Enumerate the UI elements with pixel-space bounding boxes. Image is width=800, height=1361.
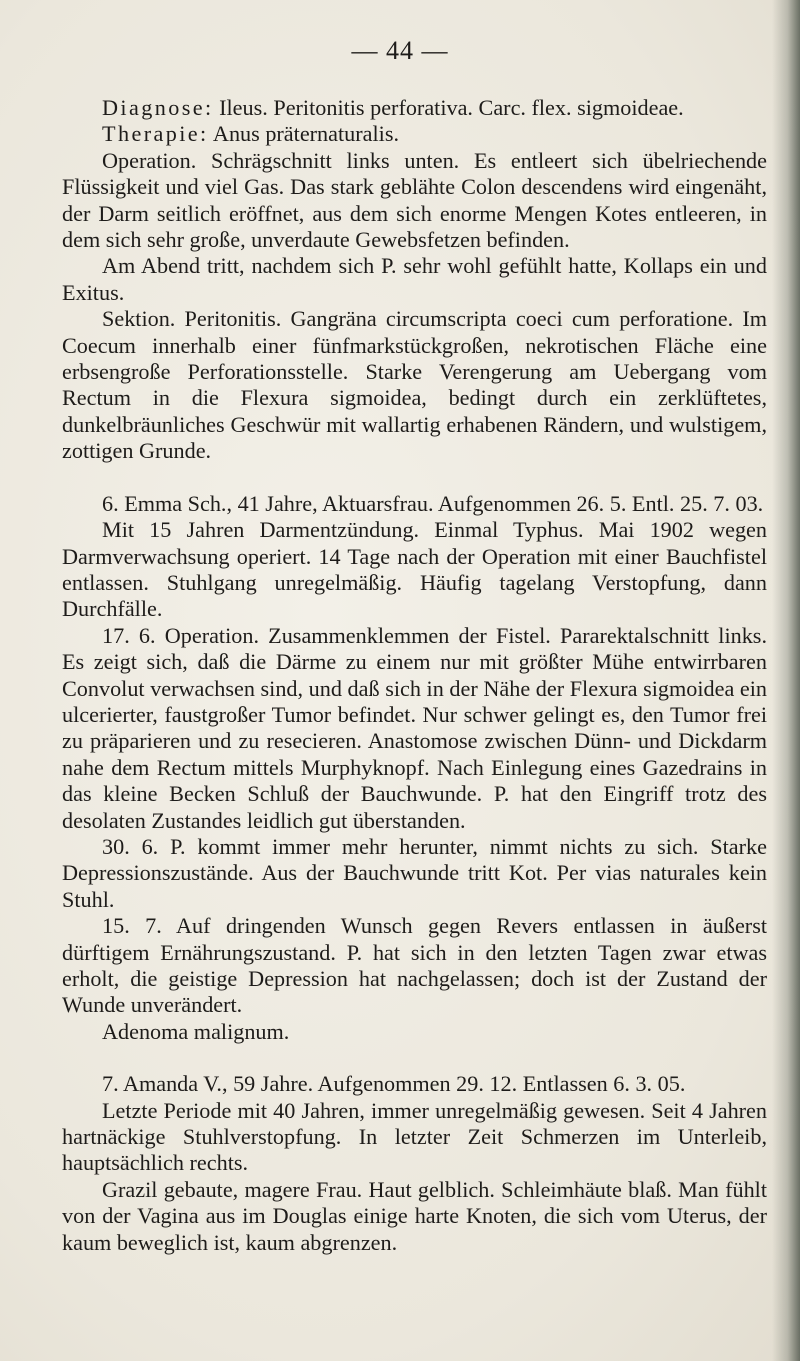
page-edge-shadow (772, 0, 800, 1361)
paragraph-case-6-course: 30. 6. P. kommt immer mehr herunter, nimmt nichts zu sich. Starke Depressionszustände. Aus der Bauchwunde tritt Kot. Per vias naturales kein Stuhl. (62, 833, 767, 912)
paragraph-exitus: Am Abend tritt, nachdem sich P. sehr wohl gefühlt hatte, Kollaps ein und Exitus. (62, 253, 767, 305)
body-text (62, 95, 767, 1256)
paragraph-case-6-operation: 17. 6. Operation. Zusammenklemmen der Fistel. Pararektalschnitt links. Es zeigt sich, daß die Därme zu einem nur mit größter Mühe entwirrbaren Convolut verwachsen sind, und daß sich in der Nähe der Flexura sigmoidea ein ulcerierter, faustgroßer Tumor befindet. Nur schwer gelingt es, den Tumor frei zu präparieren und zu resecieren. Anastomose zwischen Dünn- und Dickdarm nahe dem Rectum mittels Murphyknopf. Nach Einlegung eines Gazedrains in das kleine Becken Schluß der Bauchwunde. P. hat den Eingriff trotz des desolaten Zustandes leidlich gut überstanden. (62, 622, 767, 833)
paragraph-case-6-discharge: 15. 7. Auf dringenden Wunsch gegen Revers entlassen in äußerst dürftigem Ernährungszustand. P. hat sich in den letzten Tagen zwar etwas erholt, die geistige Depression hat nachgelassen; doch ist der Zustand der Wunde unverändert. (62, 913, 767, 1018)
label-therapie: Therapie: (102, 121, 209, 147)
text-therapie: Anus präternaturalis. (208, 121, 400, 147)
paragraph-case-7-history: Letzte Periode mit 40 Jahren, immer unregelmäßig gewesen. Seit 4 Jahren hartnäckige Stuhlverstopfung. In letzter Zeit Schmerzen im Unterleib, hauptsächlich rechts. (62, 1097, 767, 1176)
paragraph-diagnose (62, 95, 767, 121)
label-diagnose: Diagnose: (102, 95, 214, 120)
page-number: — 44 — (351, 36, 449, 65)
paragraph-sektion: Sektion. Peritonitis. Gangräna circumscripta coeci cum perforatione. Im Coecum innerhalb einer fünfmarkstückgroßen, nekrotischen Fläche eine erbsengroße Perforationsstelle. Starke Verengerung am Uebergang vom Rectum in die Flexura sigmoidea, bedingt durch ein zerklüftetes, dunkelbräunliches Geschwür mit wallartig erhabenen Rändern, und wulstigem, zottigen Grunde. (62, 306, 767, 464)
paragraph-case-7-header: 7. Amanda V., 59 Jahre. Aufgenommen 29. 12. Entlassen 6. 3. 05. (102, 1071, 686, 1097)
paragraph-therapie (62, 121, 767, 147)
paragraph-case-6-diagnosis: Adenoma malignum. (102, 1018, 290, 1044)
text-diagnose: Ileus. Peritonitis perforativa. Carc. flex. sigmoideae. (213, 95, 684, 120)
paragraph-operation: Operation. Schrägschnitt links unten. Es entleert sich übelriechende Flüssigkeit und viel Gas. Das stark geblähte Colon descendens wird eingenäht, der Darm seitlich eröffnet, aus dem sich enorme Mengen Kotes entleeren, in dem sich sehr große, unverdaute Gewebsfetzen befinden. (62, 147, 767, 253)
paragraph-case-7-findings: Grazil gebaute, magere Frau. Haut gelblich. Schleimhäute blaß. Man fühlt von der Vagina aus im Douglas einige harte Knoten, die sich vom Uterus, der kaum beweglich ist, kaum abgrenzen. (62, 1176, 767, 1255)
paragraph-case-6-history: Mit 15 Jahren Darmentzündung. Einmal Typhus. Mai 1902 wegen Darmverwachsung operiert. 14 Tage nach der Operation mit einer Bauchfistel entlassen. Stuhlgang unregelmäßig. Häufig tagelang Verstopfung, dann Durchfälle. (62, 517, 767, 622)
paragraph-case-6-header: 6. Emma Sch., 41 Jahre, Aktuarsfrau. Aufgenommen 26. 5. Entl. 25. 7. 03. (102, 490, 764, 516)
